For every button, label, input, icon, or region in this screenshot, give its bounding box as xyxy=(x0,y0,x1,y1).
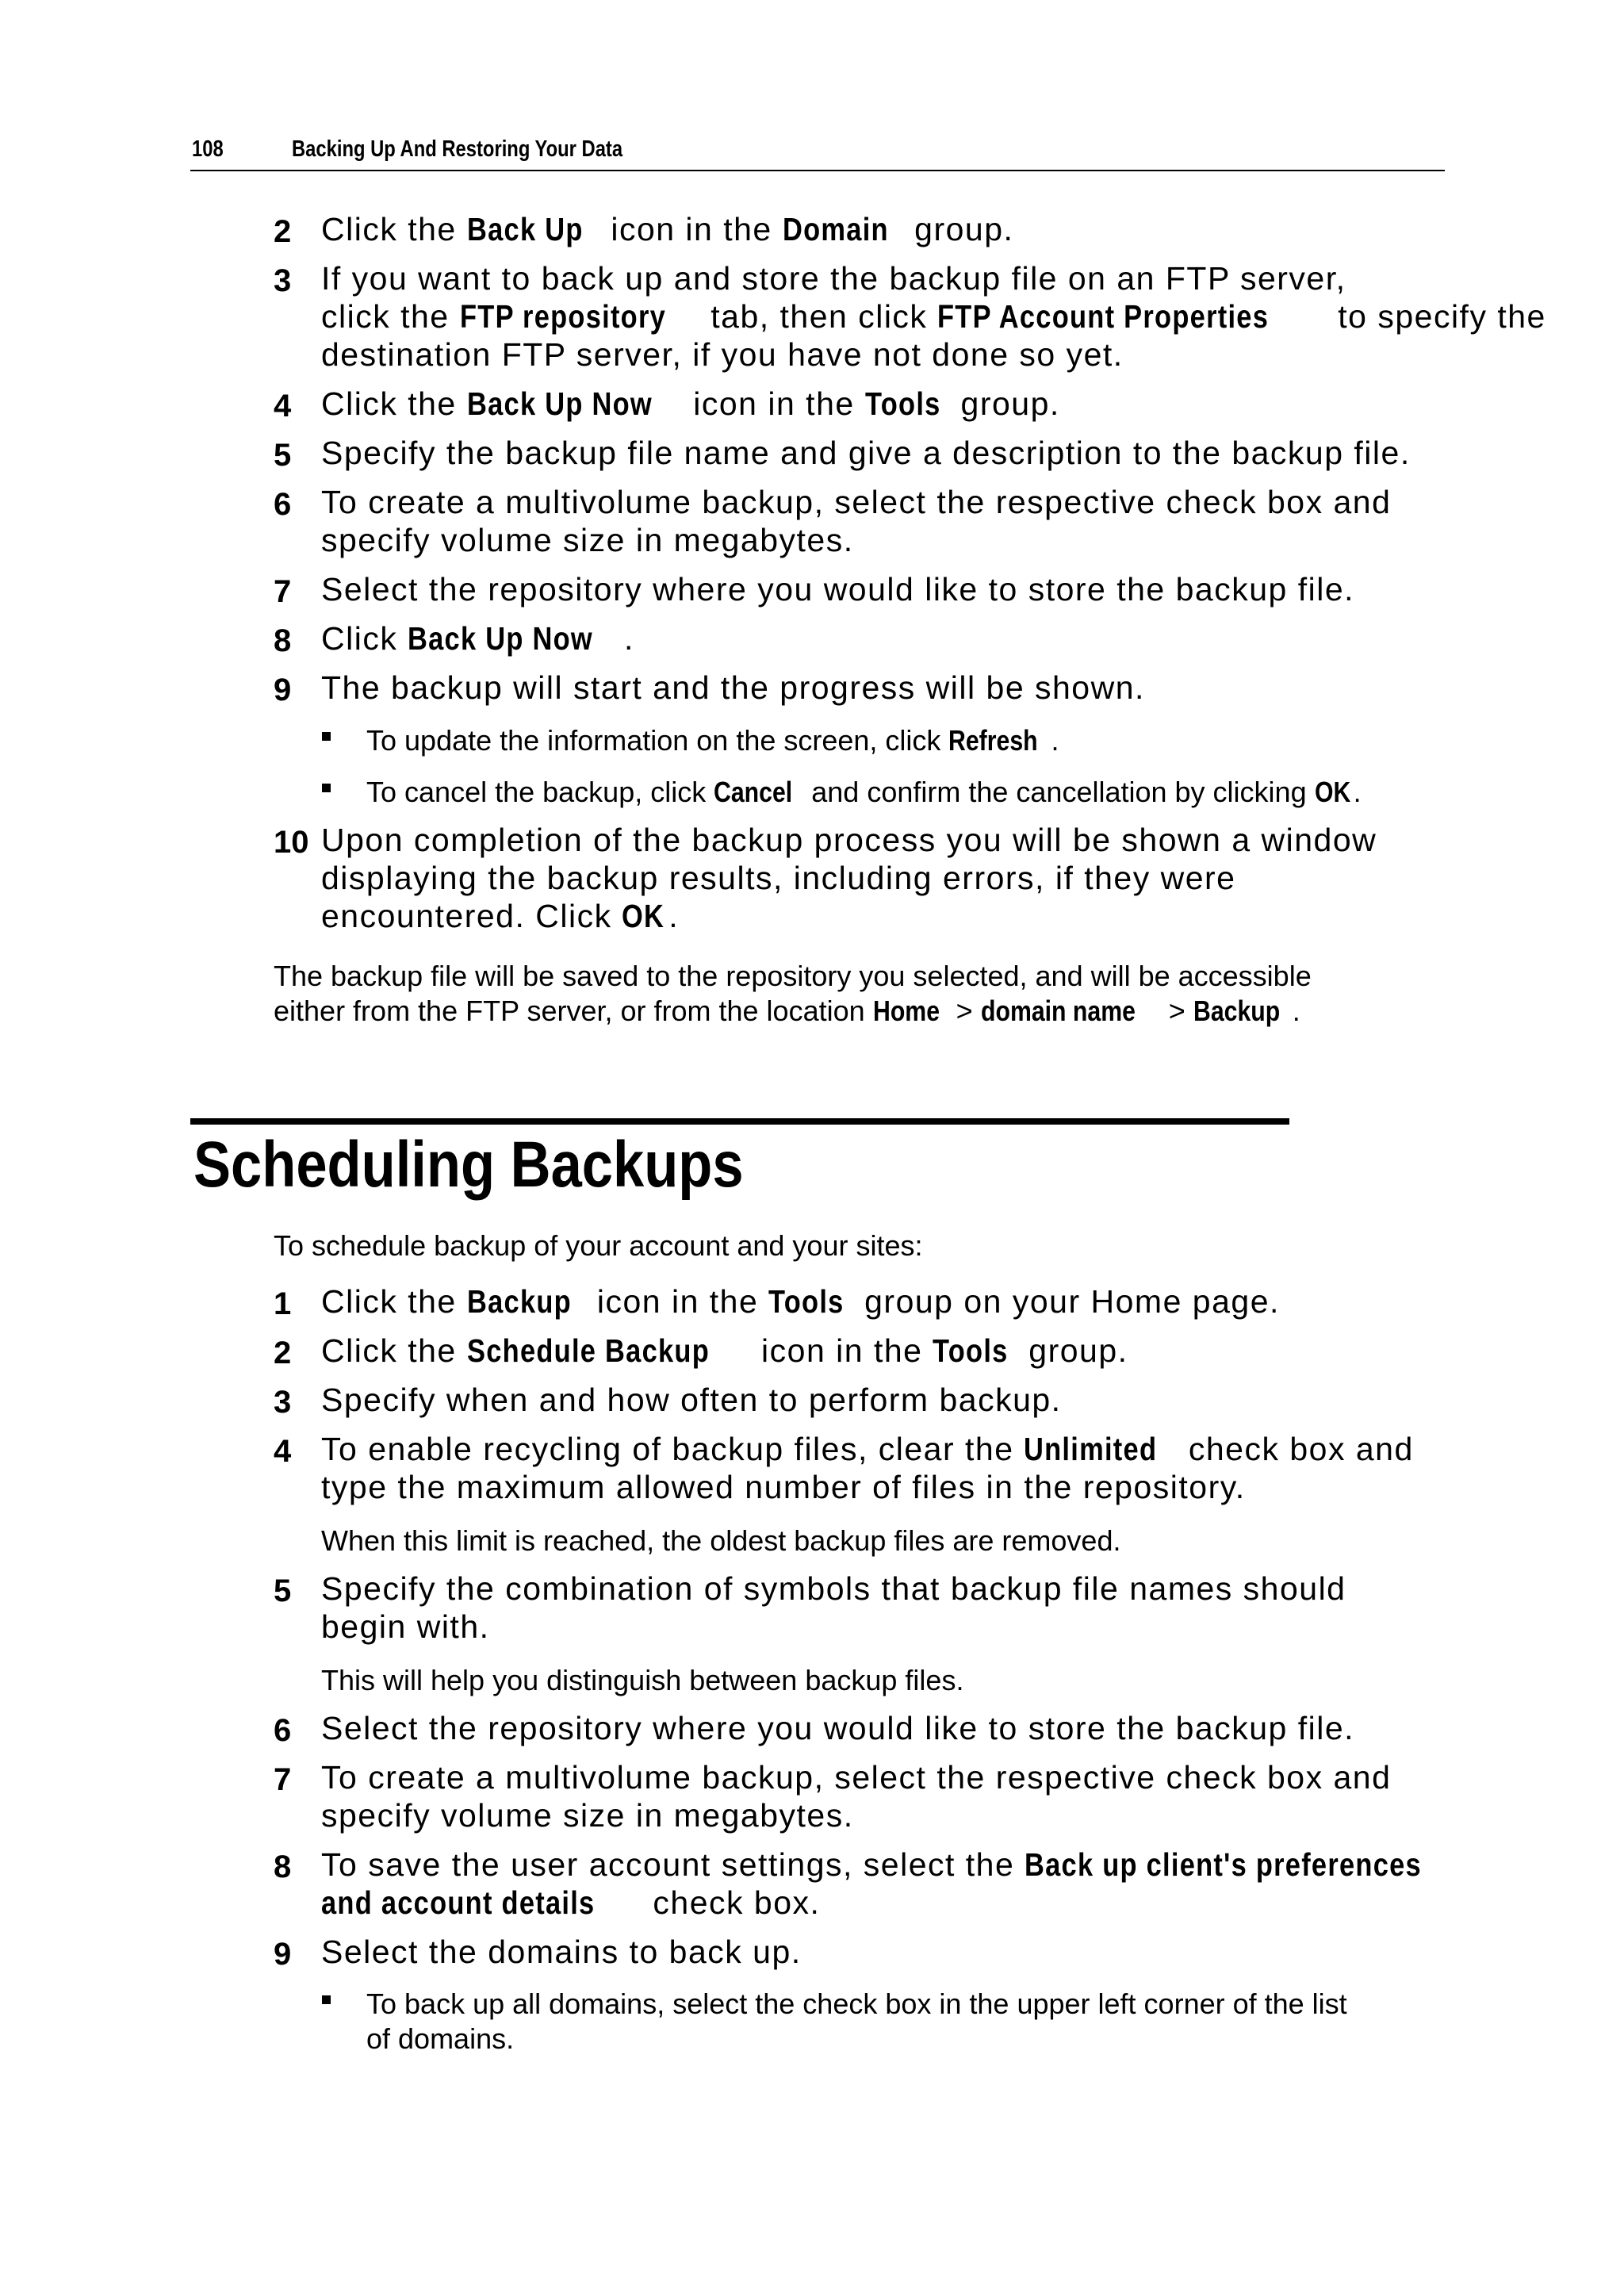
text-run: check box and xyxy=(1178,1431,1414,1468)
text-run: This will help you distinguish between backup files. xyxy=(321,1664,964,1697)
text-run: of domains. xyxy=(366,2022,515,2056)
running-header: Backing Up And Restoring Your Data xyxy=(292,136,623,162)
text-run: > xyxy=(1160,995,1193,1028)
text-line xyxy=(321,1431,1414,1468)
text-run: and confirm the cancellation by clicking xyxy=(803,776,1315,809)
section-rule xyxy=(190,1118,1289,1125)
text-line xyxy=(321,1382,1062,1419)
ui-term: Back Up Now xyxy=(408,620,594,657)
text-run: displaying the backup results, including errors, if they were xyxy=(321,860,1236,897)
text-line xyxy=(321,822,1377,859)
text-line xyxy=(274,995,1300,1028)
step-number: 3 xyxy=(274,263,292,298)
ui-term: FTP Account Properties xyxy=(937,298,1270,335)
header-rule xyxy=(190,170,1445,171)
step-number: 10 xyxy=(274,825,309,860)
text-run: specify volume size in megabytes. xyxy=(321,1797,854,1834)
step-number: 6 xyxy=(274,1713,292,1748)
text-line xyxy=(321,1332,1128,1370)
ui-term: Unlimited xyxy=(1024,1431,1158,1468)
step-number: 7 xyxy=(274,1762,292,1797)
ui-term: Home xyxy=(872,995,940,1028)
step-number: 2 xyxy=(274,1336,292,1370)
text-line xyxy=(321,1608,490,1646)
text-run: . xyxy=(668,898,680,935)
text-run: . xyxy=(1353,776,1362,809)
step-number: 9 xyxy=(274,1937,292,1972)
text-line xyxy=(321,1283,1280,1320)
text-run: To schedule backup of your account and your sites: xyxy=(274,1229,923,1263)
ui-term: OK xyxy=(622,898,665,935)
ui-term: FTP repository xyxy=(459,298,666,335)
text-run: Select the repository where you would like to store the backup file. xyxy=(321,1710,1355,1747)
text-run: The backup will start and the progress will be shown. xyxy=(321,669,1145,707)
text-line xyxy=(366,1987,1347,2021)
text-line xyxy=(321,860,1235,897)
ui-term: Back up client's preferences xyxy=(1025,1846,1423,1884)
text-run: Upon completion of the backup process you will be shown a window xyxy=(321,822,1377,859)
step-number: 4 xyxy=(274,389,292,424)
step-number: 3 xyxy=(274,1385,292,1420)
text-run: either from the FTP server, or from the location xyxy=(274,995,873,1028)
text-run: group on your Home page. xyxy=(854,1283,1280,1320)
text-run: To cancel the backup, click xyxy=(366,776,714,809)
text-run: group. xyxy=(1018,1332,1128,1370)
text-line xyxy=(321,669,1145,707)
section-heading: Scheduling Backups xyxy=(193,1129,744,1201)
text-run: To create a multivolume backup, select the respective check box and xyxy=(321,484,1392,521)
text-line xyxy=(321,522,854,559)
ui-term: Back Up Now xyxy=(466,385,653,423)
text-run: Click xyxy=(321,620,408,657)
text-line xyxy=(321,620,634,657)
text-run: to specify the xyxy=(1327,298,1546,335)
text-run: Select the domains to back up. xyxy=(321,1934,802,1971)
text-line xyxy=(321,1710,1354,1747)
text-run: Specify when and how often to perform backup. xyxy=(321,1382,1062,1419)
text-line xyxy=(366,724,1059,757)
step-number: 8 xyxy=(274,1849,292,1884)
text-run: > xyxy=(948,995,981,1028)
text-run: To back up all domains, select the check box in the upper left corner of the list xyxy=(366,1987,1347,2021)
text-run: icon in the xyxy=(683,385,865,423)
text-run: To create a multivolume backup, select the respective check box and xyxy=(321,1759,1392,1796)
bullet-marker xyxy=(322,784,331,792)
text-line xyxy=(321,435,1411,472)
text-run: icon in the xyxy=(751,1332,933,1370)
text-line xyxy=(366,776,1362,809)
text-line xyxy=(321,1524,1120,1558)
text-run: When this limit is reached, the oldest backup files are removed. xyxy=(321,1524,1121,1558)
text-run: . xyxy=(1292,995,1300,1028)
ui-term: Backup xyxy=(466,1283,572,1320)
ui-term: Domain xyxy=(782,211,889,248)
text-run: Specify the combination of symbols that backup file names should xyxy=(321,1570,1346,1608)
bullet-marker xyxy=(322,1995,331,2004)
ui-term: Back Up xyxy=(466,211,584,248)
text-line xyxy=(321,1664,963,1697)
text-run: . xyxy=(1051,724,1059,757)
ui-term: Backup xyxy=(1193,995,1280,1028)
step-number: 5 xyxy=(274,1573,292,1608)
text-line xyxy=(321,385,1060,423)
step-number: 1 xyxy=(274,1286,292,1321)
text-run: begin with. xyxy=(321,1608,490,1646)
text-run: click the xyxy=(321,298,460,335)
text-run: check box. xyxy=(642,1884,821,1922)
text-line xyxy=(321,484,1391,521)
text-line xyxy=(321,1759,1391,1796)
text-run: Click the xyxy=(321,1332,467,1370)
ui-term: Tools xyxy=(933,1332,1009,1370)
text-run: encountered. Click xyxy=(321,898,622,935)
text-run: icon in the xyxy=(586,1283,769,1320)
text-line xyxy=(321,571,1354,608)
text-line xyxy=(321,336,1124,374)
text-line xyxy=(274,960,1312,993)
text-line xyxy=(321,1846,1493,1884)
text-run: Click the xyxy=(321,211,467,248)
text-line xyxy=(366,2022,514,2056)
text-run: Click the xyxy=(321,1283,467,1320)
text-line xyxy=(321,211,1013,248)
bullet-marker xyxy=(322,732,331,741)
text-line xyxy=(321,1469,1246,1506)
ui-term: Tools xyxy=(864,385,941,423)
text-run: To update the information on the screen, click xyxy=(366,724,949,757)
ui-term: Cancel xyxy=(714,776,793,809)
step-number: 8 xyxy=(274,623,292,658)
ui-term: OK xyxy=(1314,776,1350,809)
step-number: 4 xyxy=(274,1434,292,1469)
text-run: group. xyxy=(904,211,1014,248)
text-run: Specify the backup file name and give a description to the backup file. xyxy=(321,435,1411,472)
step-number: 6 xyxy=(274,487,292,522)
ui-term: Refresh xyxy=(948,724,1039,757)
text-run: To enable recycling of backup files, clear the xyxy=(321,1431,1025,1468)
step-number: 9 xyxy=(274,673,292,707)
text-run: If you want to back up and store the backup file on an FTP server, xyxy=(321,260,1346,297)
text-line xyxy=(321,1570,1346,1608)
text-run: icon in the xyxy=(600,211,783,248)
step-number: 2 xyxy=(274,214,292,249)
text-line xyxy=(321,898,679,935)
step-number: 5 xyxy=(274,438,292,473)
text-run: specify volume size in megabytes. xyxy=(321,522,854,559)
text-line xyxy=(321,1884,820,1922)
text-run: tab, then click xyxy=(700,298,938,335)
text-line xyxy=(274,1229,923,1263)
text-run: destination FTP server, if you have not done so yet. xyxy=(321,336,1124,374)
text-line xyxy=(321,260,1346,297)
text-run: Click the xyxy=(321,385,467,423)
text-run: To save the user account settings, select the xyxy=(321,1846,1025,1884)
text-run: . xyxy=(623,620,634,657)
ui-term: and account details xyxy=(321,1884,596,1922)
step-number: 7 xyxy=(274,574,292,609)
text-run: Select the repository where you would like to store the backup file. xyxy=(321,571,1355,608)
ui-term: domain name xyxy=(980,995,1136,1028)
text-run: group. xyxy=(950,385,1060,423)
text-line xyxy=(321,298,1546,335)
ui-term: Schedule Backup xyxy=(466,1332,710,1370)
text-line xyxy=(321,1934,802,1971)
text-line xyxy=(321,1797,854,1834)
text-run: type the maximum allowed number of files in the repository. xyxy=(321,1469,1246,1506)
page-number: 108 xyxy=(192,136,224,162)
text-run: The backup file will be saved to the repository you selected, and will be accessible xyxy=(274,960,1312,993)
ui-term: Tools xyxy=(768,1283,845,1320)
